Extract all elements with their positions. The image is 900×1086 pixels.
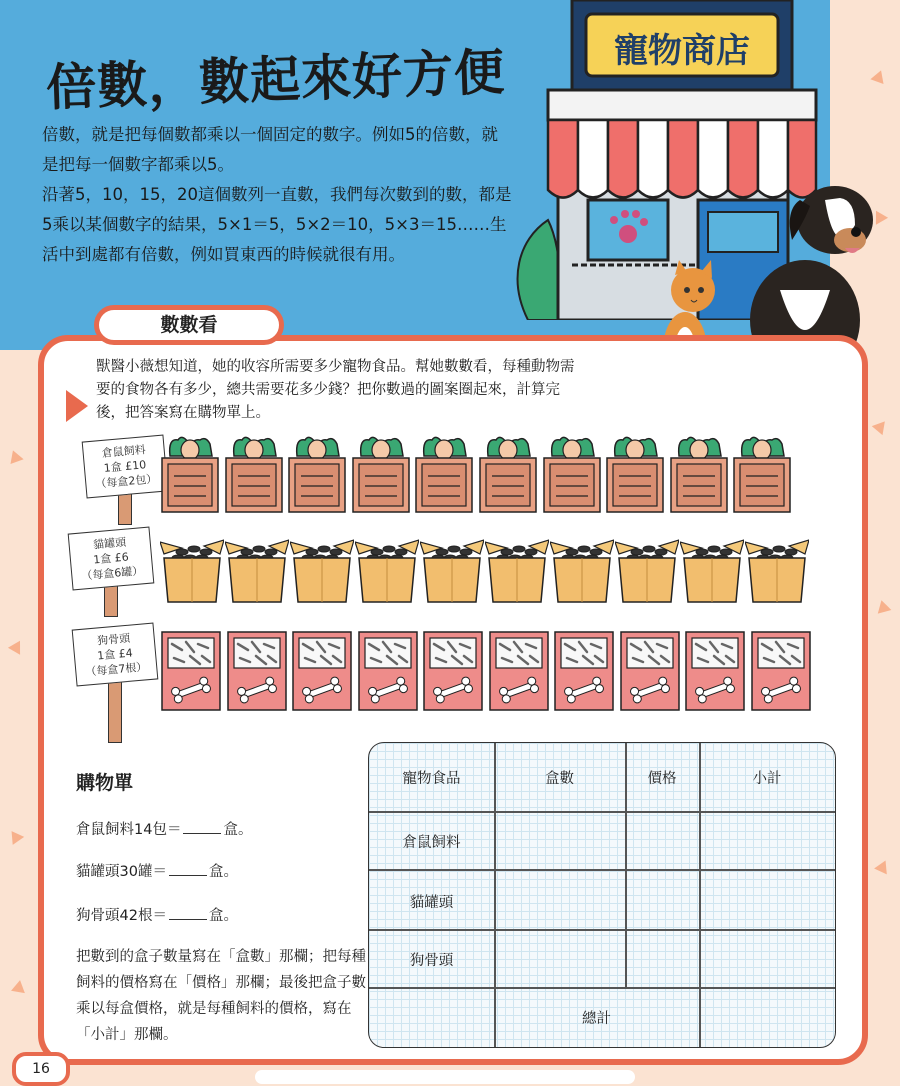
- sign-pack: （每盒6罐）: [80, 564, 144, 583]
- dog-bone-box[interactable]: [226, 630, 288, 712]
- hamster-food-crate[interactable]: [732, 434, 792, 514]
- sign-item-name: 狗骨頭: [96, 631, 131, 648]
- hamster-food-crate[interactable]: [224, 434, 284, 514]
- decor-triangle: [11, 979, 27, 993]
- sign-price: 1盒 £4: [96, 646, 134, 663]
- table-divider: [699, 743, 701, 1047]
- hamster-food-sign: [84, 438, 166, 525]
- answer-blank[interactable]: [183, 833, 221, 834]
- dog-bone-box[interactable]: [160, 630, 222, 712]
- footer-band: [255, 1070, 635, 1084]
- sign-pack: （每盒7根）: [84, 660, 148, 679]
- dog-bone-boxes: [160, 630, 815, 712]
- hamster-food-crate[interactable]: [414, 434, 474, 514]
- table-divider: [369, 929, 835, 931]
- cat-food-carton[interactable]: [615, 534, 679, 604]
- sign-board: [72, 623, 159, 687]
- table-divider: [369, 869, 835, 871]
- cat-food-carton[interactable]: [680, 534, 744, 604]
- table-header: 寵物食品: [402, 771, 461, 787]
- dog-bone-box[interactable]: [750, 630, 812, 712]
- arrow-right-icon: [66, 390, 88, 422]
- hamster-food-crate[interactable]: [478, 434, 538, 514]
- hamster-food-crate[interactable]: [542, 434, 602, 514]
- question-dog: [76, 904, 238, 925]
- hamster-food-crate[interactable]: [160, 434, 220, 514]
- decor-triangle: [8, 637, 26, 654]
- table-header: 價格: [647, 771, 677, 787]
- dog-bone-box[interactable]: [619, 630, 681, 712]
- table-row-label: 貓罐頭: [409, 895, 454, 911]
- sign-board: [82, 435, 169, 499]
- question-unit: 盒。: [208, 908, 238, 924]
- decor-triangle: [875, 598, 892, 613]
- cat-food-carton[interactable]: [550, 534, 614, 604]
- intro-text: [42, 120, 512, 270]
- answer-table: [368, 742, 836, 1048]
- cat-food-sign: [70, 530, 152, 617]
- decor-triangle: [6, 827, 24, 845]
- dog-bone-box[interactable]: [291, 630, 353, 712]
- question-unit: 盒。: [223, 822, 253, 838]
- question-text: 貓罐頭30罐＝: [76, 864, 167, 880]
- cat-food-carton[interactable]: [225, 534, 289, 604]
- sign-post: [104, 585, 118, 617]
- section-title: 數數看: [94, 305, 284, 345]
- table-row-label: 倉鼠飼料: [402, 835, 461, 851]
- cat-food-carton[interactable]: [420, 534, 484, 604]
- table-divider: [369, 811, 835, 813]
- hamster-food-crates: [160, 434, 796, 514]
- answer-blank[interactable]: [169, 875, 207, 876]
- dog-bone-box[interactable]: [684, 630, 746, 712]
- decor-triangle: [870, 68, 887, 84]
- cat-food-carton[interactable]: [355, 534, 419, 604]
- cat-food-carton[interactable]: [745, 534, 809, 604]
- sign-post: [118, 493, 132, 525]
- intro-paragraph: 沿著5，10，15，20這個數列一直數，我們每次數到的數，都是5乘以某個數字的結果，5×1＝5，5×2＝10，5×3＝15……生活中到處都有倍數，例如買東西的時候就很有用。: [42, 185, 512, 264]
- question-unit: 盒。: [208, 864, 238, 880]
- store-sign: 寵物商店: [614, 31, 750, 71]
- table-header: 盒數: [545, 771, 574, 787]
- question-hamster: [76, 818, 252, 839]
- sign-item-name: 倉鼠飼料: [101, 443, 147, 460]
- cat-food-carton[interactable]: [160, 534, 224, 604]
- dog-bone-box[interactable]: [553, 630, 615, 712]
- cat-food-carton[interactable]: [485, 534, 549, 604]
- table-divider: [369, 987, 835, 989]
- sign-price: 1盒 £6: [92, 550, 130, 567]
- table-row-label: 狗骨頭: [409, 953, 454, 969]
- sign-board: [68, 527, 155, 591]
- question-text: 倉鼠飼料14包＝: [76, 822, 182, 838]
- instructions-text: 把數到的盒子數量寫在「盒數」那欄；把每種飼料的價格寫在「價格」那欄；最後把盒子數乘以每盒價格，就是每種飼料的價格，寫在「小計」那欄。: [76, 949, 366, 1043]
- dog-bone-sign: [74, 626, 156, 743]
- answer-blank[interactable]: [169, 919, 207, 920]
- intro-paragraph: 倍數，就是把每個數都乘以一個固定的數字。例如5的倍數，就是把每一個數字都乘以5。: [42, 125, 498, 174]
- sign-post: [108, 681, 122, 743]
- hamster-food-crate[interactable]: [605, 434, 665, 514]
- sign-price: 1盒 £10: [103, 458, 147, 475]
- cat-food-carton[interactable]: [290, 534, 354, 604]
- table-total-label: 總計: [582, 1011, 611, 1027]
- question-cat: [76, 860, 238, 881]
- shopping-list-title: 購物單: [76, 772, 134, 794]
- table-divider: [494, 743, 496, 1047]
- dog-bone-box[interactable]: [422, 630, 484, 712]
- dog-bone-box[interactable]: [488, 630, 550, 712]
- page-title: 倍數，數起來好方便: [45, 43, 507, 117]
- decor-triangle: [872, 417, 890, 435]
- task-description: 獸醫小薇想知道，她的收容所需要多少寵物食品。幫她數數看，每種動物需要的食物各有多少，總共需要花多少錢？把你數過的圖案圈起來，計算完後，把答案寫在購物單上。: [96, 359, 575, 421]
- decor-triangle: [874, 858, 892, 875]
- hamster-food-crate[interactable]: [287, 434, 347, 514]
- sign-item-name: 貓罐頭: [92, 535, 127, 552]
- decor-triangle: [6, 448, 23, 464]
- sign-pack: （每盒2包）: [94, 472, 158, 491]
- dog-bone-box[interactable]: [357, 630, 419, 712]
- table-header: 小計: [752, 771, 782, 787]
- cat-food-cartons: [160, 534, 810, 604]
- hamster-food-crate[interactable]: [351, 434, 411, 514]
- question-text: 狗骨頭42根＝: [76, 908, 167, 924]
- hamster-food-crate[interactable]: [669, 434, 729, 514]
- page-number: 16: [12, 1052, 70, 1086]
